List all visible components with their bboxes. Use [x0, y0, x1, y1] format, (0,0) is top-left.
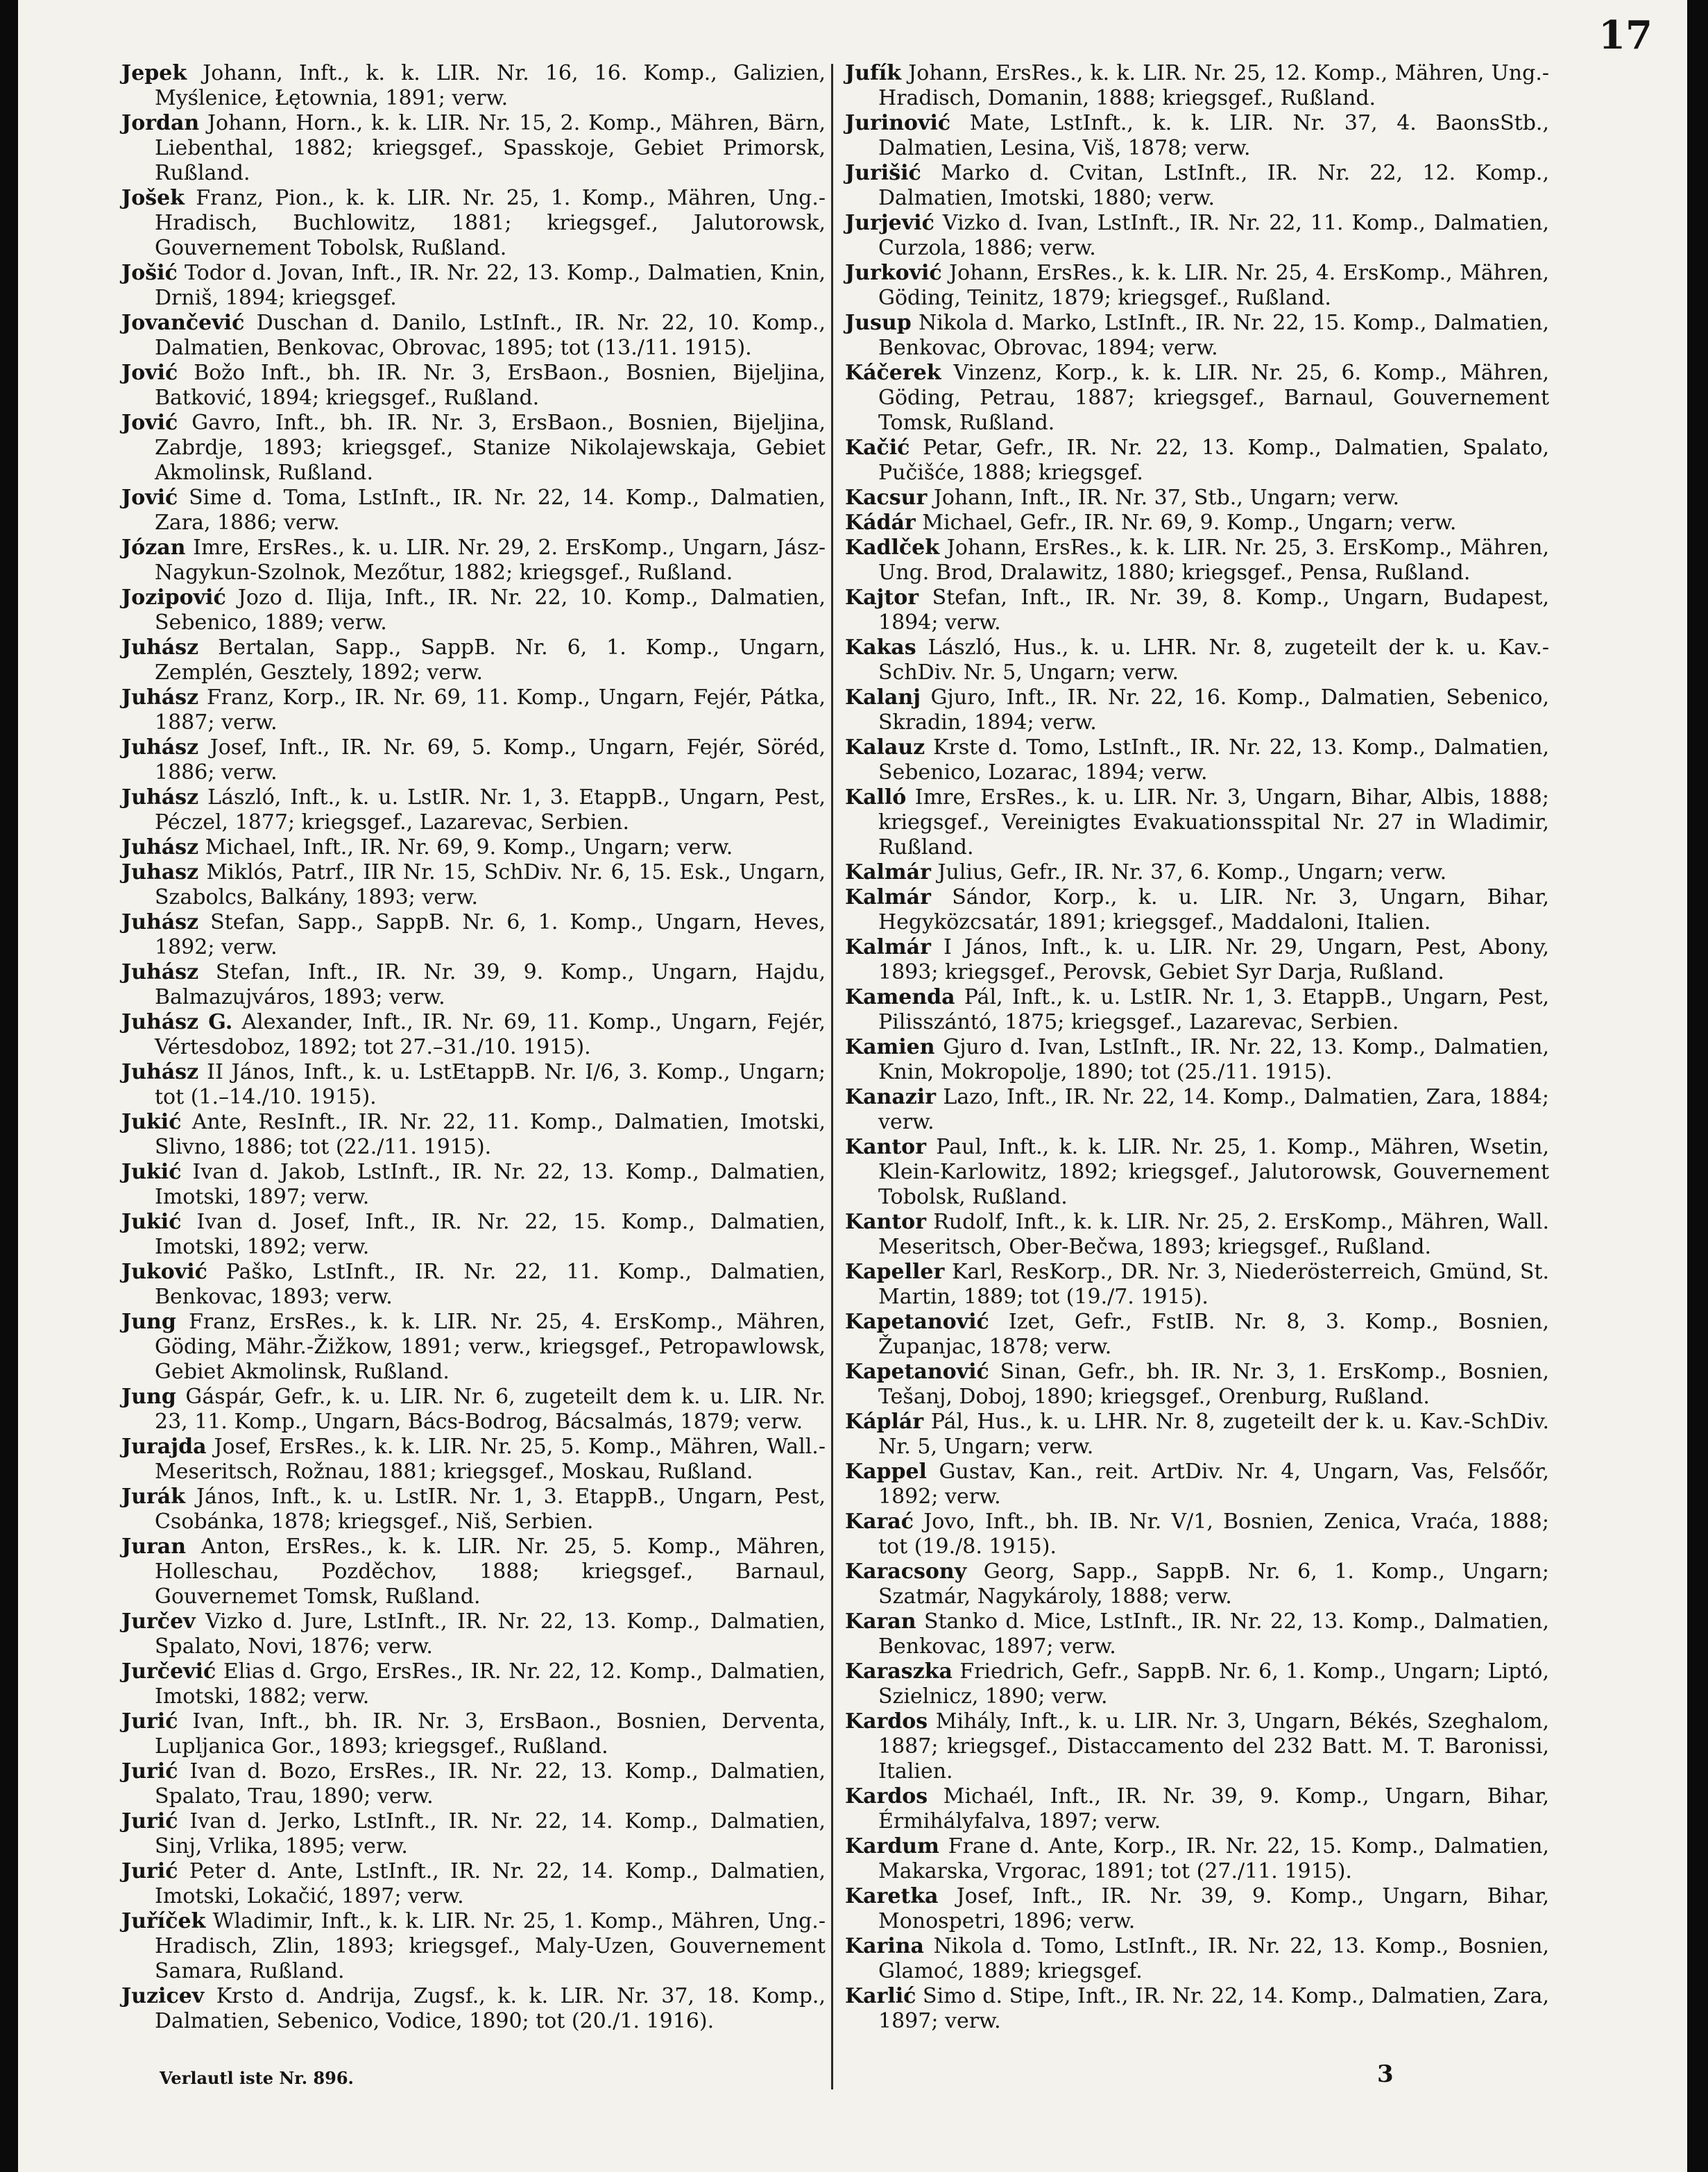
entry-surname: Jović	[121, 411, 178, 435]
casualty-entry	[121, 785, 826, 835]
entry-surname: Kapetanović	[845, 1360, 989, 1384]
entry-details: Franz, Korp., IR. Nr. 69, 11. Komp., Ungarn, Fejér, Pátka, 1887; verw.	[155, 685, 826, 735]
casualty-entry	[845, 261, 1549, 311]
entry-surname: Kakas	[845, 635, 916, 660]
entry-surname: Kadlček	[845, 536, 940, 560]
entry-surname: Jurák	[121, 1485, 186, 1509]
entry-details: Petar, Gefr., IR. Nr. 22, 13. Komp., Dalmatien, Spalato, Pučišće, 1888; kriegsgef.	[878, 436, 1549, 485]
casualty-entry	[845, 1460, 1549, 1510]
casualty-entry	[845, 311, 1549, 361]
entry-details: Mihály, Inft., k. u. LIR. Nr. 3, Ungarn, Békés, Szeghalom, 1887; kriegsgef., Distaccamento del 232 Batt. M. T. Baronissi, Italien.	[878, 1709, 1549, 1784]
entry-details: Franz, ErsRes., k. k. LIR. Nr. 25, 4. ErsKomp., Mähren, Göding, Mähr.-Žižkow, 1891; verw., kriegsgef., Petropawlowsk, Gebiet Akmolinsk, Rußland.	[155, 1310, 826, 1384]
entry-details: Wladimir, Inft., k. k. LIR. Nr. 25, 1. Komp., Mähren, Ung.-Hradisch, Zlin, 1893; kriegsgef., Maly-Uzen, Gouvernement Samara, Rußland.	[155, 1909, 826, 1983]
right-column	[845, 61, 1549, 2034]
entry-details: Krsto d. Andrija, Zugsf., k. k. LIR. Nr. 37, 18. Komp., Dalmatien, Sebenico, Vodice, 1890; tot (20./1. 1916).	[155, 1984, 826, 2033]
entry-details: Josef, Inft., IR. Nr. 39, 9. Komp., Ungarn, Bihar, Monospetri, 1896; verw.	[878, 1884, 1549, 1933]
casualty-entry	[121, 910, 826, 960]
entry-surname: Józan	[121, 536, 186, 560]
entry-surname: Kamien	[845, 1035, 935, 1059]
casualty-entry	[845, 885, 1549, 935]
entry-surname: Juran	[121, 1534, 187, 1559]
casualty-entry	[121, 1435, 826, 1485]
casualty-entry	[121, 111, 826, 186]
entry-surname: Káčerek	[845, 361, 941, 385]
entry-surname: Kajtor	[845, 585, 919, 610]
entry-surname: Juhász	[121, 635, 199, 660]
entry-details: Nikola d. Marko, LstInft., IR. Nr. 22, 15. Komp., Dalmatien, Benkovac, Obrovac, 1894; verw.	[878, 311, 1549, 360]
entry-surname: Kádár	[845, 511, 916, 535]
casualty-entry	[121, 1909, 826, 1984]
casualty-entry	[121, 1534, 826, 1609]
entry-details: Ivan d. Jerko, LstInft., IR. Nr. 22, 14. Komp., Dalmatien, Sinj, Vrlika, 1895; verw.	[155, 1809, 826, 1858]
entry-surname: Jurić	[121, 1759, 178, 1784]
entry-details: Imre, ErsRes., k. u. LIR. Nr. 3, Ungarn, Bihar, Albis, 1888; kriegsgef., Vereinigtes Evakuationsspital Nr. 27 in Wladimir, Rußland.	[878, 785, 1549, 860]
entry-details: Georg, Sapp., SappB. Nr. 6, 1. Komp., Ungarn; Szatmár, Nagykároly, 1888; verw.	[878, 1559, 1549, 1609]
casualty-entry	[121, 960, 826, 1010]
entry-details: Frane d. Ante, Korp., IR. Nr. 22, 15. Komp., Dalmatien, Makarska, Vrgorac, 1891; tot (27./11. 1915).	[878, 1834, 1550, 1883]
casualty-entry	[845, 1310, 1549, 1360]
casualty-entry	[121, 685, 826, 735]
entry-surname: Jurajda	[121, 1435, 207, 1459]
casualty-entry	[121, 186, 826, 261]
casualty-entry	[121, 1809, 826, 1859]
casualty-entry	[121, 585, 826, 635]
entry-surname: Jurinović	[845, 111, 951, 135]
entry-details: Božo Inft., bh. IR. Nr. 3, ErsBaon., Bosnien, Bijeljina, Batković, 1894; kriegsgef., Rußland.	[155, 361, 826, 410]
casualty-entry	[845, 1135, 1549, 1210]
entry-details: Stanko d. Mice, LstInft., IR. Nr. 22, 13. Komp., Dalmatien, Benkovac, 1897; verw.	[878, 1609, 1549, 1659]
casualty-entry	[845, 1210, 1549, 1260]
entry-surname: Kapetanović	[845, 1310, 989, 1334]
casualty-entry	[121, 361, 826, 411]
entry-details: Stefan, Sapp., SappB. Nr. 6, 1. Komp., Ungarn, Heves, 1892; verw.	[155, 910, 826, 959]
entry-surname: Juzicev	[121, 1984, 205, 2008]
entry-details: Gjuro d. Ivan, LstInft., IR. Nr. 22, 13. Komp., Dalmatien, Knin, Mokropolje, 1890; tot (25./11. 1915).	[878, 1035, 1549, 1084]
entry-surname: Juhász G.	[121, 1010, 233, 1034]
casualty-entry	[845, 1510, 1549, 1559]
entry-details: Todor d. Jovan, Inft., IR. Nr. 22, 13. Komp., Dalmatien, Knin, Drniš, 1894; kriegsgef.	[155, 261, 826, 310]
entry-details: Jozo d. Ilija, Inft., IR. Nr. 22, 10. Komp., Dalmatien, Sebenico, 1889; verw.	[155, 585, 826, 635]
entry-surname: Juhász	[121, 835, 199, 860]
entry-details: Gavro, Inft., bh. IR. Nr. 3, ErsBaon., Bosnien, Bijeljina, Zabrdje, 1893; kriegsgef., Stanize Nikolajewskaja, Gebiet Akmolinsk, Rußland.	[155, 411, 826, 485]
casualty-entry	[845, 1609, 1549, 1659]
entry-details: Sime d. Toma, LstInft., IR. Nr. 22, 14. Komp., Dalmatien, Zara, 1886; verw.	[155, 486, 826, 535]
casualty-entry	[121, 1485, 826, 1534]
entry-details: Vinzenz, Korp., k. k. LIR. Nr. 25, 6. Komp., Mähren, Göding, Petrau, 1887; kriegsgef., Barnaul, Gouvernement Tomsk, Rußland.	[878, 361, 1549, 435]
casualty-entry	[845, 1410, 1549, 1460]
casualty-entry	[845, 1984, 1549, 2034]
casualty-entry	[121, 1210, 826, 1260]
casualty-entry	[845, 211, 1549, 261]
entry-surname: Jurić	[121, 1809, 178, 1833]
entry-surname: Jurjević	[845, 211, 934, 235]
entry-details: Gjuro, Inft., IR. Nr. 22, 16. Komp., Dalmatien, Sebenico, Skradin, 1894; verw.	[878, 685, 1549, 735]
casualty-entry	[121, 411, 826, 486]
entry-surname: Karaszka	[845, 1659, 953, 1684]
entry-surname: Jošić	[121, 261, 178, 285]
casualty-entry	[845, 1659, 1549, 1709]
entry-details: Michael, Gefr., IR. Nr. 69, 9. Komp., Ungarn; verw.	[922, 511, 1457, 535]
casualty-entry	[121, 1060, 826, 1110]
casualty-entry	[845, 585, 1549, 635]
entry-details: Ivan, Inft., bh. IR. Nr. 3, ErsBaon., Bosnien, Derventa, Lupljanica Gor., 1893; kriegsgef., Rußland.	[155, 1709, 826, 1759]
entry-surname: Karlić	[845, 1984, 916, 2008]
entry-details: Rudolf, Inft., k. k. LIR. Nr. 25, 2. ErsKomp., Mähren, Wall. Meseritsch, Ober-Bečwa, 1893; kriegsgef., Rußland.	[878, 1210, 1549, 1259]
entry-details: Lazo, Inft., IR. Nr. 22, 14. Komp., Dalmatien, Zara, 1884; verw.	[878, 1085, 1549, 1134]
entry-details: Ivan d. Jakob, LstInft., IR. Nr. 22, 13. Komp., Dalmatien, Imotski, 1897; verw.	[155, 1160, 826, 1209]
publication-footnote: Verlautl iste Nr. 896.	[160, 2068, 354, 2088]
casualty-entry	[845, 511, 1549, 536]
casualty-entry	[845, 985, 1549, 1035]
casualty-entry	[845, 685, 1549, 735]
entry-surname: Jufík	[845, 61, 902, 85]
casualty-entry	[121, 1859, 826, 1909]
entry-surname: Jukić	[121, 1160, 182, 1184]
casualty-entry	[121, 61, 826, 111]
casualty-entry	[121, 486, 826, 536]
entry-surname: Kalmár	[845, 885, 931, 909]
entry-surname: Jovančević	[121, 311, 245, 335]
entry-surname: Jurišić	[845, 161, 921, 185]
entry-surname: Kappel	[845, 1460, 927, 1484]
casualty-entry	[845, 860, 1549, 885]
entry-surname: Kapeller	[845, 1260, 945, 1284]
casualty-entry	[121, 1160, 826, 1210]
entry-details: Simo d. Stipe, Inft., IR. Nr. 22, 14. Komp., Dalmatien, Zara, 1897; verw.	[878, 1984, 1549, 2033]
entry-surname: Karan	[845, 1609, 916, 1634]
entry-details: Duschan d. Danilo, LstInft., IR. Nr. 22, 10. Komp., Dalmatien, Benkovac, Obrovac, 1895; tot (13./11. 1915).	[155, 311, 826, 360]
entry-details: Ante, ResInft., IR. Nr. 22, 11. Komp., Dalmatien, Imotski, Slivno, 1886; tot (22./11. 1915).	[155, 1110, 826, 1159]
entry-details: Friedrich, Gefr., SappB. Nr. 6, 1. Komp., Ungarn; Liptó, Szielnicz, 1890; verw.	[878, 1659, 1549, 1709]
entry-details: Josef, ErsRes., k. k. LIR. Nr. 25, 5. Komp., Mähren, Wall.-Meseritsch, Rožnau, 1881; kriegsgef., Moskau, Rußland.	[155, 1435, 826, 1484]
casualty-entry	[121, 635, 826, 685]
entry-surname: Jukić	[121, 1210, 182, 1234]
entry-surname: Kalanj	[845, 685, 921, 710]
casualty-entry	[845, 486, 1549, 511]
entry-details: Krste d. Tomo, LstInft., IR. Nr. 22, 13. Komp., Dalmatien, Sebenico, Lozarac, 1894; verw.	[878, 735, 1549, 785]
casualty-entry	[845, 161, 1549, 211]
entry-surname: Karetka	[845, 1884, 939, 1908]
casualty-entry	[845, 361, 1549, 436]
casualty-entry	[121, 1659, 826, 1709]
entry-surname: Kantor	[845, 1135, 926, 1159]
entry-details: Stefan, Inft., IR. Nr. 39, 8. Komp., Ungarn, Budapest, 1894; verw.	[878, 585, 1549, 635]
casualty-entry	[121, 1984, 826, 2034]
entry-surname: Kalauz	[845, 735, 925, 760]
casualty-entry	[845, 1834, 1549, 1884]
casualty-entry	[121, 1260, 826, 1310]
entry-details: Johann, ErsRes., k. k. LIR. Nr. 25, 3. ErsKomp., Mähren, Ung. Brod, Dralawitz, 1880; kriegsgef., Pensa, Rußland.	[878, 536, 1549, 585]
entry-details: Bertalan, Sapp., SappB. Nr. 6, 1. Komp., Ungarn, Zemplén, Gesztely, 1892; verw.	[155, 635, 826, 685]
entry-surname: Kanazir	[845, 1085, 937, 1109]
entry-surname: Jović	[121, 486, 178, 510]
entry-details: Franz, Pion., k. k. LIR. Nr. 25, 1. Komp., Mähren, Ung.-Hradisch, Buchlowitz, 1881; kriegsgef., Jalutorowsk, Gouvernement Tobolsk, Rußland.	[155, 186, 826, 260]
entry-surname: Kamenda	[845, 985, 955, 1009]
entry-details: Johann, Horn., k. k. LIR. Nr. 15, 2. Komp., Mähren, Bärn, Liebenthal, 1882; kriegsgef., Spasskoje, Gebiet Primorsk, Rußland.	[155, 111, 826, 185]
casualty-entry	[121, 1010, 826, 1060]
entry-details: Johann, ErsRes., k. k. LIR. Nr. 25, 12. Komp., Mähren, Ung.-Hradisch, Domanin, 1888; kriegsgef., Rußland.	[878, 61, 1549, 110]
casualty-entry	[845, 1360, 1549, 1410]
entry-surname: Karać	[845, 1510, 914, 1534]
entry-details: Michael, Inft., IR. Nr. 69, 9. Komp., Ungarn; verw.	[205, 835, 733, 860]
entry-surname: Jukić	[121, 1110, 182, 1134]
entry-surname: Jordan	[121, 111, 200, 135]
entry-details: Elias d. Grgo, ErsRes., IR. Nr. 22, 12. Komp., Dalmatien, Imotski, 1882; verw.	[155, 1659, 826, 1709]
entry-surname: Juhász	[121, 1060, 199, 1084]
entry-details: Vizko d. Ivan, LstInft., IR. Nr. 22, 11. Komp., Dalmatien, Curzola, 1886; verw.	[878, 211, 1549, 260]
entry-details: Miklós, Patrf., IIR Nr. 15, SchDiv. Nr. 6, 15. Esk., Ungarn, Szabolcs, Balkány, 1893; verw.	[155, 860, 826, 909]
entry-details: Jovo, Inft., bh. IB. Nr. V/1, Bosnien, Zenica, Vraća, 1888; tot (19./8. 1915).	[878, 1510, 1549, 1559]
entry-details: Pál, Inft., k. u. LstIR. Nr. 1, 3. EtappB., Ungarn, Pest, Pilisszántó, 1875; kriegsgef., Lazarevac, Serbien.	[878, 985, 1549, 1034]
entry-details: Sándor, Korp., k. u. LIR. Nr. 3, Ungarn, Bihar, Hegyközcsatár, 1891; kriegsgef., Maddaloni, Italien.	[878, 885, 1549, 934]
casualty-entry	[845, 935, 1549, 985]
entry-details: László, Inft., k. u. LstIR. Nr. 1, 3. EtappB., Ungarn, Pest, Péczel, 1877; kriegsgef., Lazarevac, Serbien.	[155, 785, 826, 835]
entry-surname: Kačić	[845, 436, 910, 460]
casualty-entry	[845, 1260, 1549, 1310]
casualty-entry	[121, 536, 826, 585]
entry-surname: Kalmár	[845, 935, 931, 959]
entry-surname: Jurić	[121, 1859, 178, 1883]
column-divider	[831, 64, 833, 2089]
entry-details: János, Inft., k. u. LstIR. Nr. 1, 3. EtappB., Ungarn, Pest, Csobánka, 1878; kriegsgef., Niš, Serbien.	[155, 1485, 826, 1534]
entry-details: Michaél, Inft., IR. Nr. 39, 9. Komp., Ungarn, Bihar, Érmihályfalva, 1897; verw.	[878, 1784, 1549, 1833]
casualty-entry	[121, 860, 826, 910]
entry-details: Ivan d. Josef, Inft., IR. Nr. 22, 15. Komp., Dalmatien, Imotski, 1892; verw.	[155, 1210, 826, 1259]
entry-surname: Jurčev	[121, 1609, 196, 1634]
casualty-entry	[845, 635, 1549, 685]
casualty-entry	[845, 111, 1549, 161]
entry-surname: Karacsony	[845, 1559, 967, 1584]
entry-surname: Jurić	[121, 1709, 178, 1734]
entry-surname: Jurčević	[121, 1659, 216, 1684]
entry-surname: Juhász	[121, 785, 199, 810]
entry-surname: Kardos	[845, 1709, 928, 1734]
entry-details: Paul, Inft., k. k. LIR. Nr. 25, 1. Komp., Mähren, Wsetin, Klein-Karlowitz, 1892; kriegsgef., Jalutorowsk, Gouvernement Tobolsk, Rußland.	[878, 1135, 1549, 1209]
casualty-entry	[845, 735, 1549, 785]
entry-details: Josef, Inft., IR. Nr. 69, 5. Komp., Ungarn, Fejér, Söréd, 1886; verw.	[155, 735, 826, 785]
entry-surname: Juhász	[121, 910, 199, 934]
entry-details: Nikola d. Tomo, LstInft., IR. Nr. 22, 13. Komp., Bosnien, Glamoć, 1889; kriegsgef.	[878, 1934, 1549, 1983]
entry-surname: Kantor	[845, 1210, 926, 1234]
entry-details: I János, Inft., k. u. LIR. Nr. 29, Ungarn, Pest, Abony, 1893; kriegsgef., Perovsk, Gebiet Syr Darja, Rußland.	[878, 935, 1549, 984]
entry-surname: Jung	[121, 1385, 176, 1409]
casualty-entry	[121, 1310, 826, 1385]
entry-details: Gustav, Kan., reit. ArtDiv. Nr. 4, Ungarn, Vas, Felsőőr, 1892; verw.	[878, 1460, 1549, 1509]
entry-surname: Kardum	[845, 1834, 939, 1858]
casualty-entry	[121, 1609, 826, 1659]
entry-details: Pál, Hus., k. u. LHR. Nr. 8, zugeteilt der k. u. Kav.-SchDiv. Nr. 5, Ungarn; verw.	[878, 1410, 1549, 1459]
entry-surname: Juhász	[121, 960, 199, 984]
entry-details: Alexander, Inft., IR. Nr. 69, 11. Komp., Ungarn, Fejér, Vértesdoboz, 1892; tot 27.–31./10. 1915).	[155, 1010, 826, 1059]
entry-surname: Juković	[121, 1260, 207, 1284]
page-number: 17	[1598, 12, 1653, 58]
entry-details: Paško, LstInft., IR. Nr. 22, 11. Komp., Dalmatien, Benkovac, 1893; verw.	[155, 1260, 826, 1309]
casualty-entry	[121, 311, 826, 361]
casualty-entry	[121, 261, 826, 311]
casualty-entry	[845, 1709, 1549, 1784]
entry-surname: Jusup	[845, 311, 912, 335]
entry-details: Peter d. Ante, LstInft., IR. Nr. 22, 14. Komp., Dalmatien, Imotski, Lokačić, 1897; verw.	[155, 1859, 826, 1908]
entry-details: Johann, Inft., IR. Nr. 37, Stb., Ungarn; verw.	[933, 486, 1400, 510]
entry-surname: Karina	[845, 1934, 924, 1958]
entry-surname: Juhasz	[121, 860, 199, 884]
entry-surname: Kardos	[845, 1784, 928, 1808]
casualty-entry	[121, 1385, 826, 1435]
entry-surname: Jozipović	[121, 585, 226, 610]
entry-surname: Juhász	[121, 735, 199, 760]
entry-surname: Kalló	[845, 785, 907, 810]
entry-details: Vizko d. Jure, LstInft., IR. Nr. 22, 13. Komp., Dalmatien, Spalato, Novi, 1876; verw.	[155, 1609, 826, 1659]
entry-details: Karl, ResKorp., DR. Nr. 3, Niederösterreich, Gmünd, St. Martin, 1889; tot (19./7. 1915).	[878, 1260, 1550, 1309]
casualty-entry	[845, 61, 1549, 111]
entry-details: Gáspár, Gefr., k. u. LIR. Nr. 6, zugeteilt dem k. u. LIR. Nr. 23, 11. Komp., Ungarn, Bács-Bodrog, Bácsalmás, 1879; verw.	[155, 1385, 826, 1434]
casualty-entry	[121, 835, 826, 860]
casualty-entry	[845, 1784, 1549, 1834]
casualty-entry	[121, 1709, 826, 1759]
entry-details: Johann, ErsRes., k. k. LIR. Nr. 25, 4. ErsKomp., Mähren, Göding, Teinitz, 1879; kriegsgef., Rußland.	[878, 261, 1549, 310]
casualty-entry	[845, 785, 1549, 860]
entry-surname: Kalmár	[845, 860, 931, 884]
entry-details: Imre, ErsRes., k. u. LIR. Nr. 29, 2. ErsKomp., Ungarn, Jász-Nagykun-Szolnok, Mezőtur, 1882; kriegsgef., Rußland.	[155, 536, 826, 585]
entry-details: Sinan, Gefr., bh. IR. Nr. 3, 1. ErsKomp., Bosnien, Tešanj, Doboj, 1890; kriegsgef., Orenburg, Rußland.	[878, 1360, 1549, 1409]
casualty-entry	[845, 436, 1549, 486]
left-column	[121, 61, 826, 2034]
entry-surname: Juříček	[121, 1909, 206, 1933]
casualty-entry	[845, 1934, 1549, 1984]
entry-details: Izet, Gefr., FstIB. Nr. 8, 3. Komp., Bosnien, Županjac, 1878; verw.	[878, 1310, 1549, 1359]
entry-surname: Jurković	[845, 261, 942, 285]
entry-surname: Jošek	[121, 186, 185, 210]
entry-surname: Jung	[121, 1310, 176, 1334]
casualty-entry	[845, 1085, 1549, 1135]
entry-surname: Jović	[121, 361, 178, 385]
entry-details: Anton, ErsRes., k. k. LIR. Nr. 25, 5. Komp., Mähren, Holleschau, Pozděchov, 1888; kriegsgef., Barnaul, Gouvernemet Tomsk, Rußland.	[155, 1534, 826, 1609]
sheet-number: 3	[1377, 2060, 1394, 2088]
entry-surname: Káplár	[845, 1410, 924, 1434]
entry-details: II János, Inft., k. u. LstEtappB. Nr. I/6, 3. Komp., Ungarn; tot (1.–14./10. 1915).	[155, 1060, 826, 1109]
entry-details: Julius, Gefr., IR. Nr. 37, 6. Komp., Ungarn; verw.	[937, 860, 1447, 884]
casualty-entry	[845, 536, 1549, 585]
casualty-entry	[121, 735, 826, 785]
casualty-entry	[845, 1559, 1549, 1609]
casualty-entry	[845, 1035, 1549, 1085]
casualty-entry	[845, 1884, 1549, 1934]
entry-surname: Juhász	[121, 685, 199, 710]
entry-details: Marko d. Cvitan, LstInft., IR. Nr. 22, 12. Komp., Dalmatien, Imotski, 1880; verw.	[878, 161, 1549, 210]
casualty-entry	[121, 1759, 826, 1809]
entry-surname: Jepek	[121, 61, 187, 85]
entry-details: Mate, LstInft., k. k. LIR. Nr. 37, 4. BaonsStb., Dalmatien, Lesina, Viš, 1878; verw.	[878, 111, 1549, 160]
entry-details: Stefan, Inft., IR. Nr. 39, 9. Komp., Ungarn, Hajdu, Balmazujváros, 1893; verw.	[155, 960, 826, 1009]
entry-details: László, Hus., k. u. LHR. Nr. 8, zugeteilt der k. u. Kav.-SchDiv. Nr. 5, Ungarn; verw.	[878, 635, 1550, 685]
casualty-entry	[121, 1110, 826, 1160]
entry-surname: Kacsur	[845, 486, 928, 510]
entry-details: Ivan d. Bozo, ErsRes., IR. Nr. 22, 13. Komp., Dalmatien, Spalato, Trau, 1890; verw.	[155, 1759, 826, 1808]
entry-details: Johann, Inft., k. k. LIR. Nr. 16, 16. Komp., Galizien, Myślenice, Łętownia, 1891; verw.	[155, 61, 826, 110]
